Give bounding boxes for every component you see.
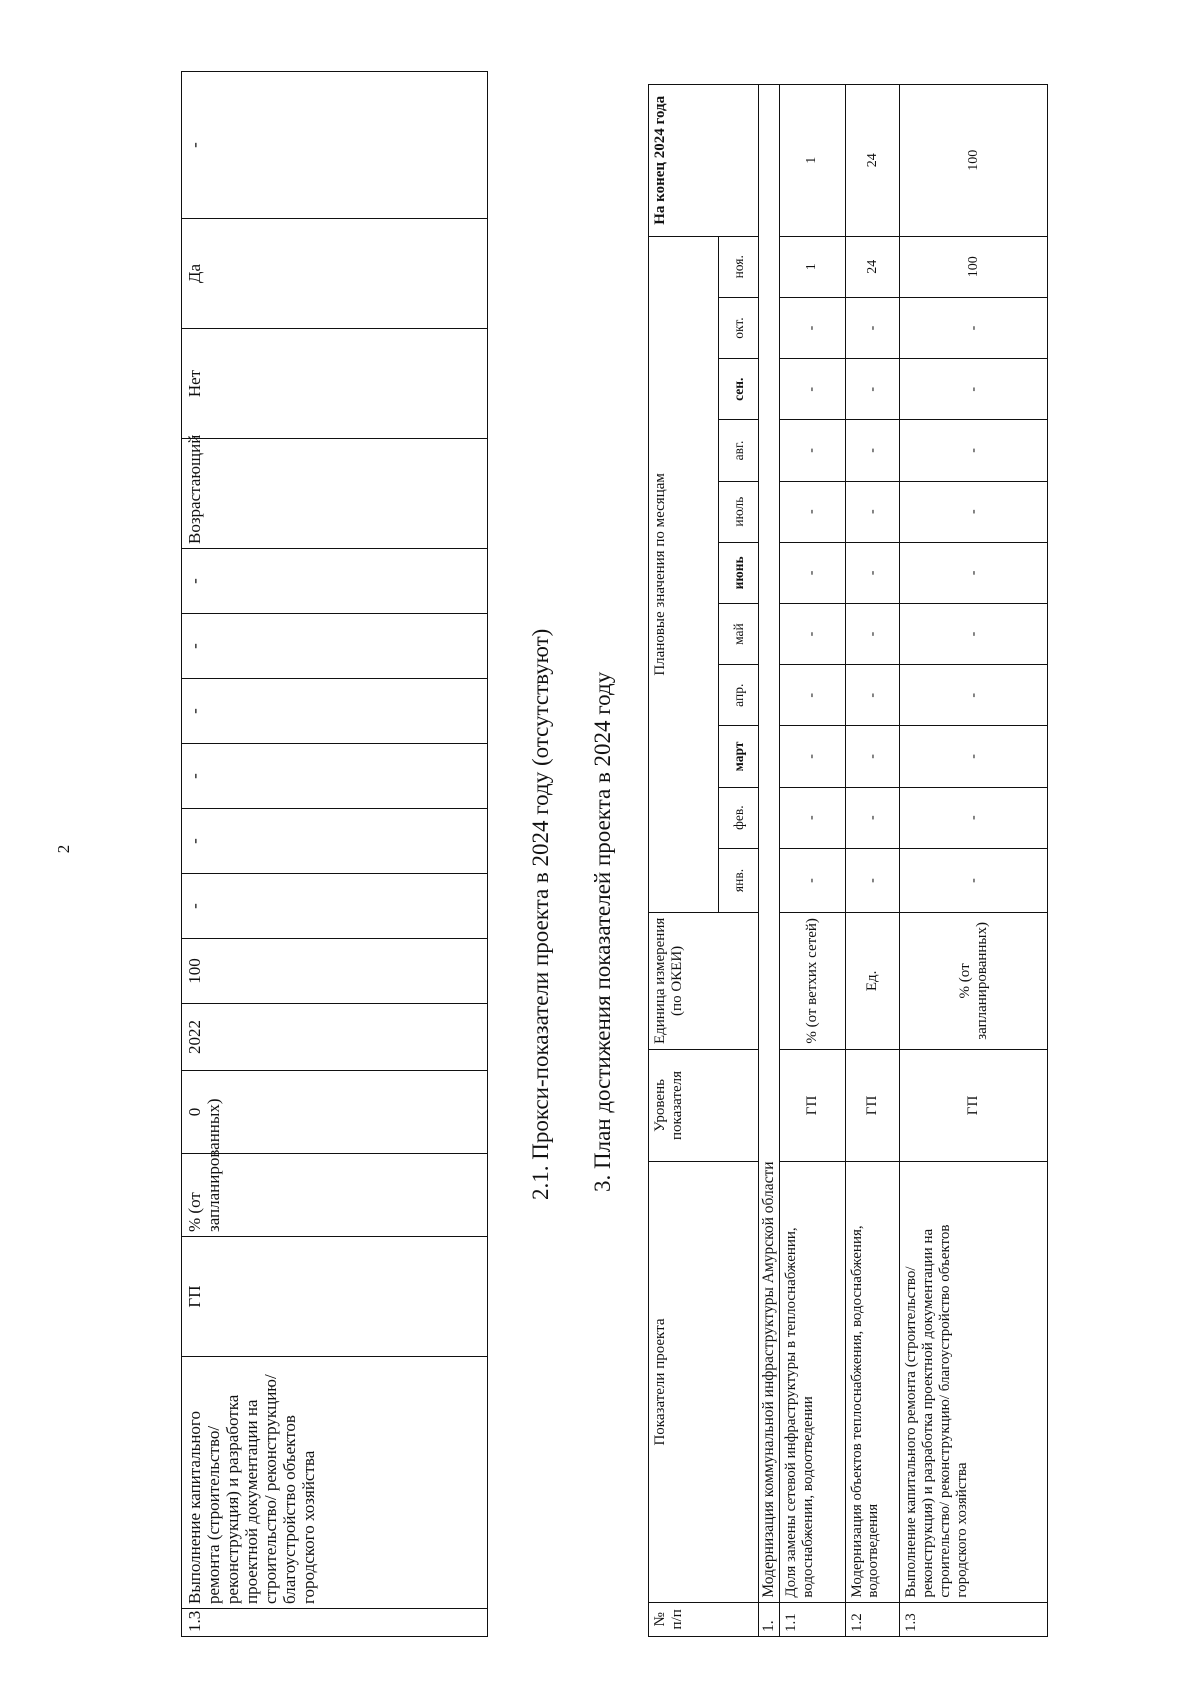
end-year-value: 24 [845, 85, 900, 237]
month-value: - [780, 481, 845, 542]
header-indicator: Показатели проекта [649, 1162, 759, 1602]
month-value: - [900, 726, 1048, 787]
indicator-level: ГП [780, 1049, 845, 1162]
top-table [181, 71, 488, 1637]
month-value: - [780, 848, 845, 912]
flag-cell: Да [182, 219, 488, 329]
month-value: - [845, 665, 900, 726]
end-year-value: 100 [900, 85, 1048, 237]
table-row [845, 85, 900, 1637]
month-value: - [900, 665, 1048, 726]
plan-table [648, 84, 1048, 1637]
month-value: 1 [780, 236, 845, 297]
month-value: - [845, 542, 900, 603]
indicator-unit: Ед. [845, 913, 900, 1049]
table-row [182, 72, 488, 1637]
value-cell: - [182, 679, 488, 744]
month-value: - [845, 297, 900, 358]
trend-cell: Возрастающий [182, 439, 488, 549]
month-value: - [780, 726, 845, 787]
indicator-level: ГП [900, 1049, 1048, 1162]
month-header: ноя. [718, 236, 758, 297]
month-value: - [900, 848, 1048, 912]
month-value: 24 [845, 236, 900, 297]
section-title-proxy: 2.1. Прокси-показатели проекта в 2024 году (отсутствуют) [528, 628, 553, 1200]
row-number: 1.1 [780, 1602, 845, 1636]
month-value: - [845, 726, 900, 787]
header-unit: Единица измерения (по ОКЕИ) [649, 913, 759, 1049]
month-value: - [845, 848, 900, 912]
base-year: 2022 [182, 1004, 488, 1071]
indicator-name: Выполнение капитального ремонта (строительство/ реконструкция) и разработка проектной документации на строительство/ реконструкцию/ благоустройство объектов городского хозяйства [900, 1162, 1048, 1602]
top-table-container [181, 72, 488, 1637]
page-number: 2 [54, 844, 73, 854]
month-value: - [900, 787, 1048, 848]
month-header: май [718, 603, 758, 664]
indicator-unit: % (от запланированных) [900, 913, 1048, 1049]
header-num: № п/п [649, 1602, 759, 1636]
month-value: - [900, 542, 1048, 603]
month-value: - [845, 359, 900, 420]
month-value: - [845, 787, 900, 848]
table-row [900, 85, 1048, 1637]
month-header: фев. [718, 787, 758, 848]
month-value: - [900, 297, 1048, 358]
row-number: 1.3 [182, 1609, 488, 1637]
month-value: - [780, 297, 845, 358]
month-header: сен. [718, 359, 758, 420]
plan-table-container [648, 84, 1048, 1637]
indicator-unit: % (от ветхих сетей) [780, 913, 845, 1049]
flag-cell: Нет [182, 329, 488, 439]
indicator-name: Доля замены сетевой инфраструктуры в теплоснабжении, водоснабжении, водоотведении [780, 1162, 845, 1602]
month-value: - [780, 420, 845, 481]
section-title-plan: 3. План достижения показателей проекта в 2024 году [590, 671, 615, 1192]
indicator-unit: % (от запланированных) [182, 1154, 488, 1237]
month-value: - [780, 665, 845, 726]
value-cell: - [182, 549, 488, 614]
indicator-name: Выполнение капитального ремонта (строительство/ реконструкция) и разработка проектной документации на строительство/ реконструкцию/ благоустройство объектов городского хозяйства [182, 1357, 488, 1609]
month-value: - [845, 420, 900, 481]
value-cell: - [182, 72, 488, 219]
header-end-year: На конец 2024 года [649, 85, 759, 237]
row-number: 1.3 [900, 1602, 1048, 1636]
row-number: 1.2 [845, 1602, 900, 1636]
indicator-level: ГП [845, 1049, 900, 1162]
month-value: - [780, 603, 845, 664]
month-value: - [780, 787, 845, 848]
month-value: - [900, 359, 1048, 420]
section-num: 1. [758, 1602, 779, 1636]
month-header: окт. [718, 297, 758, 358]
month-header: янв. [718, 848, 758, 912]
value-cell: - [182, 614, 488, 679]
month-header: июнь [718, 542, 758, 603]
header-row [649, 85, 719, 1637]
end-year-value: 1 [780, 85, 845, 237]
month-value: - [780, 359, 845, 420]
month-value: - [900, 420, 1048, 481]
base-value: 0 [182, 1071, 488, 1154]
section-row [758, 85, 779, 1637]
month-value: - [780, 542, 845, 603]
month-header: апр. [718, 665, 758, 726]
header-level: Уровень показателя [649, 1049, 759, 1162]
value-cell: - [182, 744, 488, 809]
header-monthly: Плановые значения по месяцам [649, 236, 719, 913]
month-value: - [845, 481, 900, 542]
month-header: июль [718, 481, 758, 542]
month-header: авг. [718, 420, 758, 481]
month-value: - [900, 603, 1048, 664]
month-header: март [718, 726, 758, 787]
value-cell: 100 [182, 939, 488, 1004]
value-cell: - [182, 809, 488, 874]
month-value: - [900, 481, 1048, 542]
month-value: 100 [900, 236, 1048, 297]
month-value: - [845, 603, 900, 664]
table-row [780, 85, 845, 1637]
value-cell: - [182, 874, 488, 939]
section-title: Модернизация коммунальной инфраструктуры Амурской области [758, 85, 779, 1603]
indicator-name: Модернизация объектов теплоснабжения, водоснабжения, водоотведения [845, 1162, 900, 1602]
indicator-level: ГП [182, 1237, 488, 1357]
